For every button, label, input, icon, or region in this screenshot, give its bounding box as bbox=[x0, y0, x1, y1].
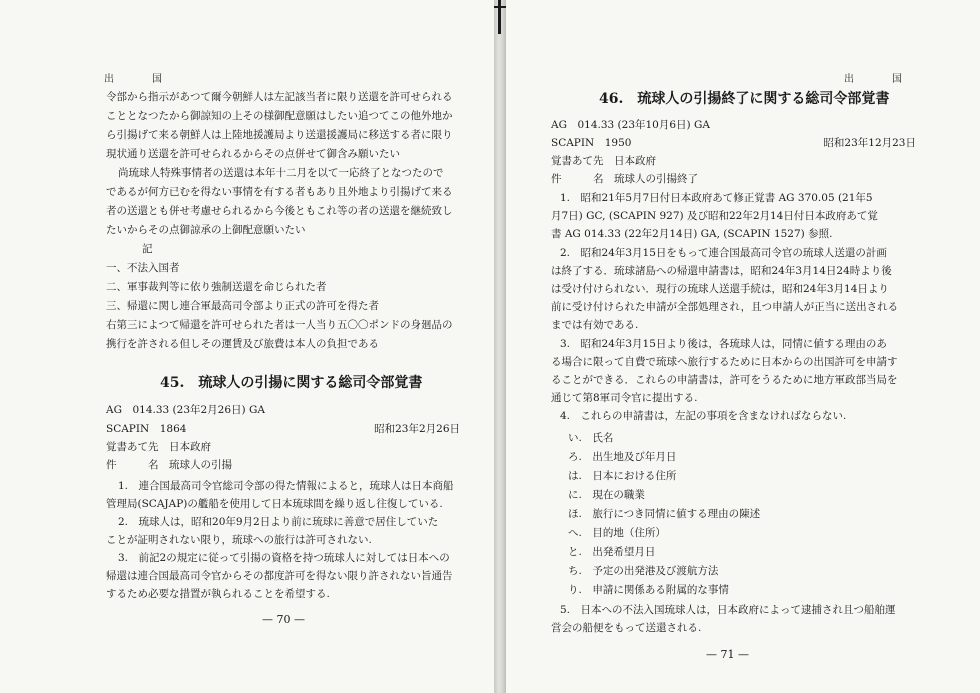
right-text-line: 2. 昭和24年3月15日をもって連合国最高司令官の琉球人送還の計画 bbox=[560, 247, 887, 259]
section-45-title: 45. 琉球人の引揚に関する総司令部覚書 bbox=[160, 375, 423, 391]
left-to-line: 覚書あて先 日本政府 bbox=[106, 441, 211, 453]
left-body-line: 3. 前記2の規定に従って引揚の資格を持つ琉球人に対しては日本への bbox=[118, 552, 450, 564]
right-text-line: は受け付けられない．現行の琉球人送還手続は，昭和24年3月14日より bbox=[551, 283, 889, 295]
gutter-mark bbox=[498, 0, 501, 34]
left-text-line: 現状通り送還を許可せられるからその点併せて御含み願いたい bbox=[106, 148, 400, 160]
left-date: 昭和23年2月26日 bbox=[374, 423, 460, 435]
right-ag-line: AG 014.33 (23年10月6日) GA bbox=[551, 119, 710, 131]
right-text-line: 4. これらの申請書は，左記の事項を含まなければならない. bbox=[560, 410, 847, 422]
right-to-line: 覚書あて先 日本政府 bbox=[551, 155, 656, 167]
right-subject-line: 件 名 琉球人の引揚終了 bbox=[551, 173, 698, 185]
right-list-item: ろ. 出生地及び年月日 bbox=[568, 451, 677, 463]
left-text-line: 二、軍事裁判等に依り強制送還を命じられた者 bbox=[106, 281, 327, 293]
left-text-line: 記 bbox=[142, 243, 153, 255]
left-text-line: 尚琉球人特殊事情者の送還は本年十二月を以て一応終了となつたので bbox=[118, 167, 444, 179]
right-text-line: は終了する．琉球諸島への帰還申請書は，昭和24年3月14日24時より後 bbox=[551, 265, 892, 277]
left-text-line: であるが何方已むを得ない事情を有する者もあり且外地より引揚げて来る bbox=[106, 186, 453, 198]
left-body-line: 管理局(SCAJAP)の艦船を使用して日本琉球間を繰り返し往復している. bbox=[106, 498, 443, 510]
left-text-line: たいからその点御諒承の上御配意願いたい bbox=[106, 224, 306, 236]
left-body-line: するため必要な措置が執られることを希望する. bbox=[106, 588, 330, 600]
right-text-line: 営会の船便をもって送還される. bbox=[551, 622, 702, 634]
left-text-line: 者の送還とも併せ考慮せられるから今後ともこれ等の者の送還を継続致し bbox=[106, 205, 453, 217]
right-text-line: 1. 昭和21年5月7日付日本政府あて修正覚書 AG 370.05 (21年5 bbox=[560, 192, 873, 204]
left-subject-line: 件 名 琉球人の引揚 bbox=[106, 459, 232, 471]
right-list-item: と. 出発希望月日 bbox=[568, 546, 656, 558]
right-page bbox=[506, 0, 980, 693]
left-text-line: 三、帰還に関し連合軍最高司令部より正式の許可を得た者 bbox=[106, 300, 379, 312]
left-page-number: — 70 — bbox=[262, 613, 305, 626]
section-46-title: 46. 琉球人の引揚終了に関する総司令部覚書 bbox=[599, 91, 890, 107]
left-text-line: ら引揚げて来る朝鮮人は上陸地援護局より送還援護局に移送する者に限り bbox=[106, 129, 453, 141]
right-list-item: り. 申請に関係ある附属的な事情 bbox=[568, 584, 729, 596]
left-text-line: 携行を許される但しその運賃及び旅費は本人の負担である bbox=[106, 338, 379, 350]
book-gutter bbox=[494, 0, 506, 693]
left-body-line: ことが証明されない限り，琉球への旅行は許可されない. bbox=[106, 534, 372, 546]
left-body-line: 2. 琉球人は，昭和20年9月2日より前に琉球に善意で居住していた bbox=[118, 516, 439, 528]
left-body-line: 帰還は連合国最高司令官からその都度許可を得ない限り許されない旨通告 bbox=[106, 570, 453, 582]
left-text-line: 右第三によつて帰還を許可せられた者は一人当り五〇〇ポンドの身廻品の bbox=[106, 319, 453, 331]
right-text-line: までは有効である. bbox=[551, 319, 639, 331]
right-text-line: 通じて第8軍司令官に提出する. bbox=[551, 392, 698, 404]
left-text-line: こととなつたから御諒知の上その様御配意願はしたい追つてこの他外地か bbox=[106, 110, 453, 122]
left-running-header: 出 国 bbox=[104, 74, 176, 85]
right-date: 昭和23年12月23日 bbox=[823, 137, 916, 149]
right-list-item: は. 日本における住所 bbox=[568, 470, 677, 482]
left-text-line: 令部から指示があつて爾今朝鮮人は左記該当者に限り送還を許可せられる bbox=[106, 91, 453, 103]
left-scapin-line: SCAPIN 1864 bbox=[106, 423, 187, 435]
right-list-item: に. 現在の職業 bbox=[568, 489, 645, 501]
right-list-item: ち. 予定の出発港及び渡航方法 bbox=[568, 565, 719, 577]
right-text-line: ることができる．これらの申請書は，許可をうるために地方軍政部当局を bbox=[551, 374, 898, 386]
right-page-number: — 71 — bbox=[706, 648, 749, 661]
right-text-line: 書 AG 014.33 (22年2月14日) GA, (SCAPIN 1527) 参照. bbox=[551, 228, 833, 240]
right-text-line: 月7日) GC, (SCAPIN 927) 及び昭和22年2月14日付日本政府あて覚 bbox=[551, 210, 878, 222]
right-list-item: へ. 目的地（住所） bbox=[568, 527, 666, 539]
right-list-item: い. 氏名 bbox=[568, 432, 614, 444]
right-text-line: 3. 昭和24年3月15日より後は，各琉球人は，同情に値する理由のあ bbox=[560, 338, 887, 350]
left-ag-line: AG 014.33 (23年2月26日) GA bbox=[106, 404, 265, 416]
right-text-line: 5. 日本への不法入国琉球人は，日本政府によって逮捕され且つ船舶運 bbox=[560, 604, 896, 616]
right-scapin-line: SCAPIN 1950 bbox=[551, 137, 632, 149]
right-list-item: ほ. 旅行につき同情に値する理由の陳述 bbox=[568, 508, 761, 520]
right-text-line: る場合に限って自費で琉球へ旅行するために日本からの出国許可を申請す bbox=[551, 356, 898, 368]
right-text-line: 前に受け付けられた申請が全部処理され，且つ申請人が正当に送出される bbox=[551, 301, 899, 313]
right-running-header: 出 国 bbox=[844, 74, 916, 85]
left-body-line: 1. 連合国最高司令官総司令部の得た情報によると，琉球人は日本商船 bbox=[118, 480, 454, 492]
left-text-line: 一、不法入国者 bbox=[106, 262, 180, 274]
